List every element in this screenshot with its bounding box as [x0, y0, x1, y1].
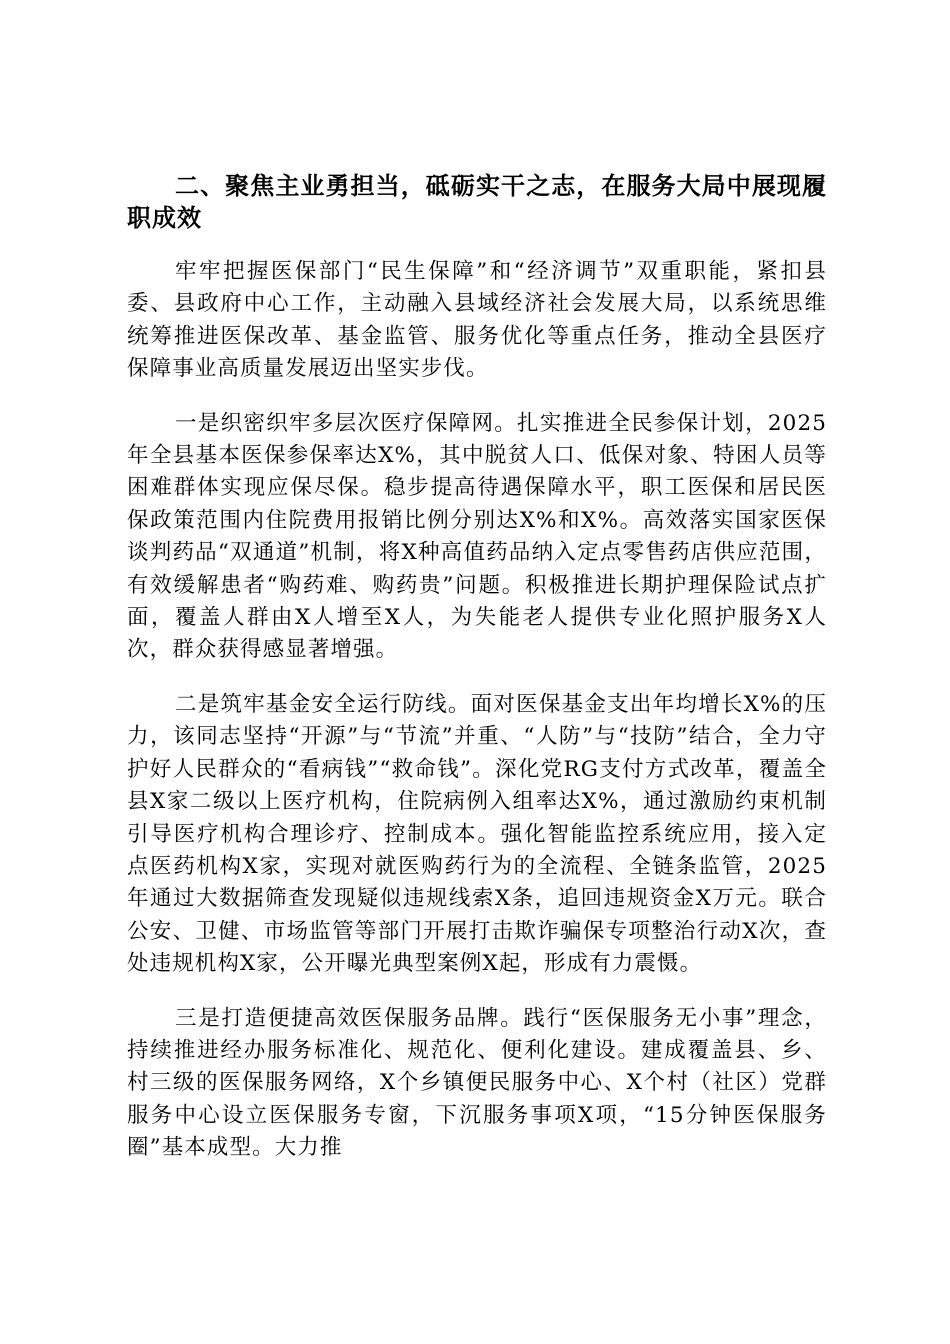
paragraph-intro: 牢牢把握医保部门“民生保障”和“经济调节”双重职能，紧扣县委、县政府中心工作，主动融入县域经济社会发展大局，以系统思维统筹推进医保改革、基金监管、服务优化等重点任务，推动全县医疗保障事业高质量发展迈出坚实步伐。	[127, 259, 827, 382]
section-heading: 二、聚焦主业勇担当，砥砺实干之志，在服务大局中展现履职成效	[127, 172, 827, 232]
paragraph-point-three: 三是打造便捷高效医保服务品牌。践行“医保服务无小事”理念，持续推进经办服务标准化、规范化、便利化建设。建成覆盖县、乡、村三级的医保服务网络，X个乡镇便民服务中心、X个村（社区）党群服务中心设立医保服务专窗，下沉服务事项X项，“15分钟医保服务圈”基本成型。大力推	[127, 1005, 827, 1161]
document-body	[127, 170, 827, 1187]
paragraph-point-two: 二是筑牢基金安全运行防线。面对医保基金支出年均增长X%的压力，该同志坚持“开源”与“节流”并重、“人防”与“技防”结合，全力守护好人民群众的“看病钱”“救命钱”。深化党RG支付方式改革，覆盖全县X家二级以上医疗机构，住院病例入组率达X%，通过激励约束机制引导医疗机构合理诊疗、控制成本。强化智能监控系统应用，接入定点医药机构X家，实现对就医购药行为的全流程、全链条监管，2025年通过大数据筛查发现疑似违规线索X条，追回违规资金X万元。联合公安、卫健、市场监管等部门开展打击欺诈骗保专项整治行动X次，查处违规机构X家，公开曝光典型案例X起，形成有力震慑。	[127, 691, 827, 977]
paragraph-point-one: 一是织密织牢多层次医疗保障网。扎实推进全民参保计划，2025年全县基本医保参保率达X%，其中脱贫人口、低保对象、特困人员等困难群体实现应保尽保。稳步提高待遇保障水平，职工医保和居民医保政策范围内住院费用报销比例分别达X%和X%。高效落实国家医保谈判药品“双通道”机制，将X种高值药品纳入定点零售药店供应范围，有效缓解患者“购药难、购药贵”问题。积极推进长期护理保险试点扩面，覆盖人群由X人增至X人，为失能老人提供专业化照护服务X人次，群众获得感显著增强。	[127, 410, 827, 663]
